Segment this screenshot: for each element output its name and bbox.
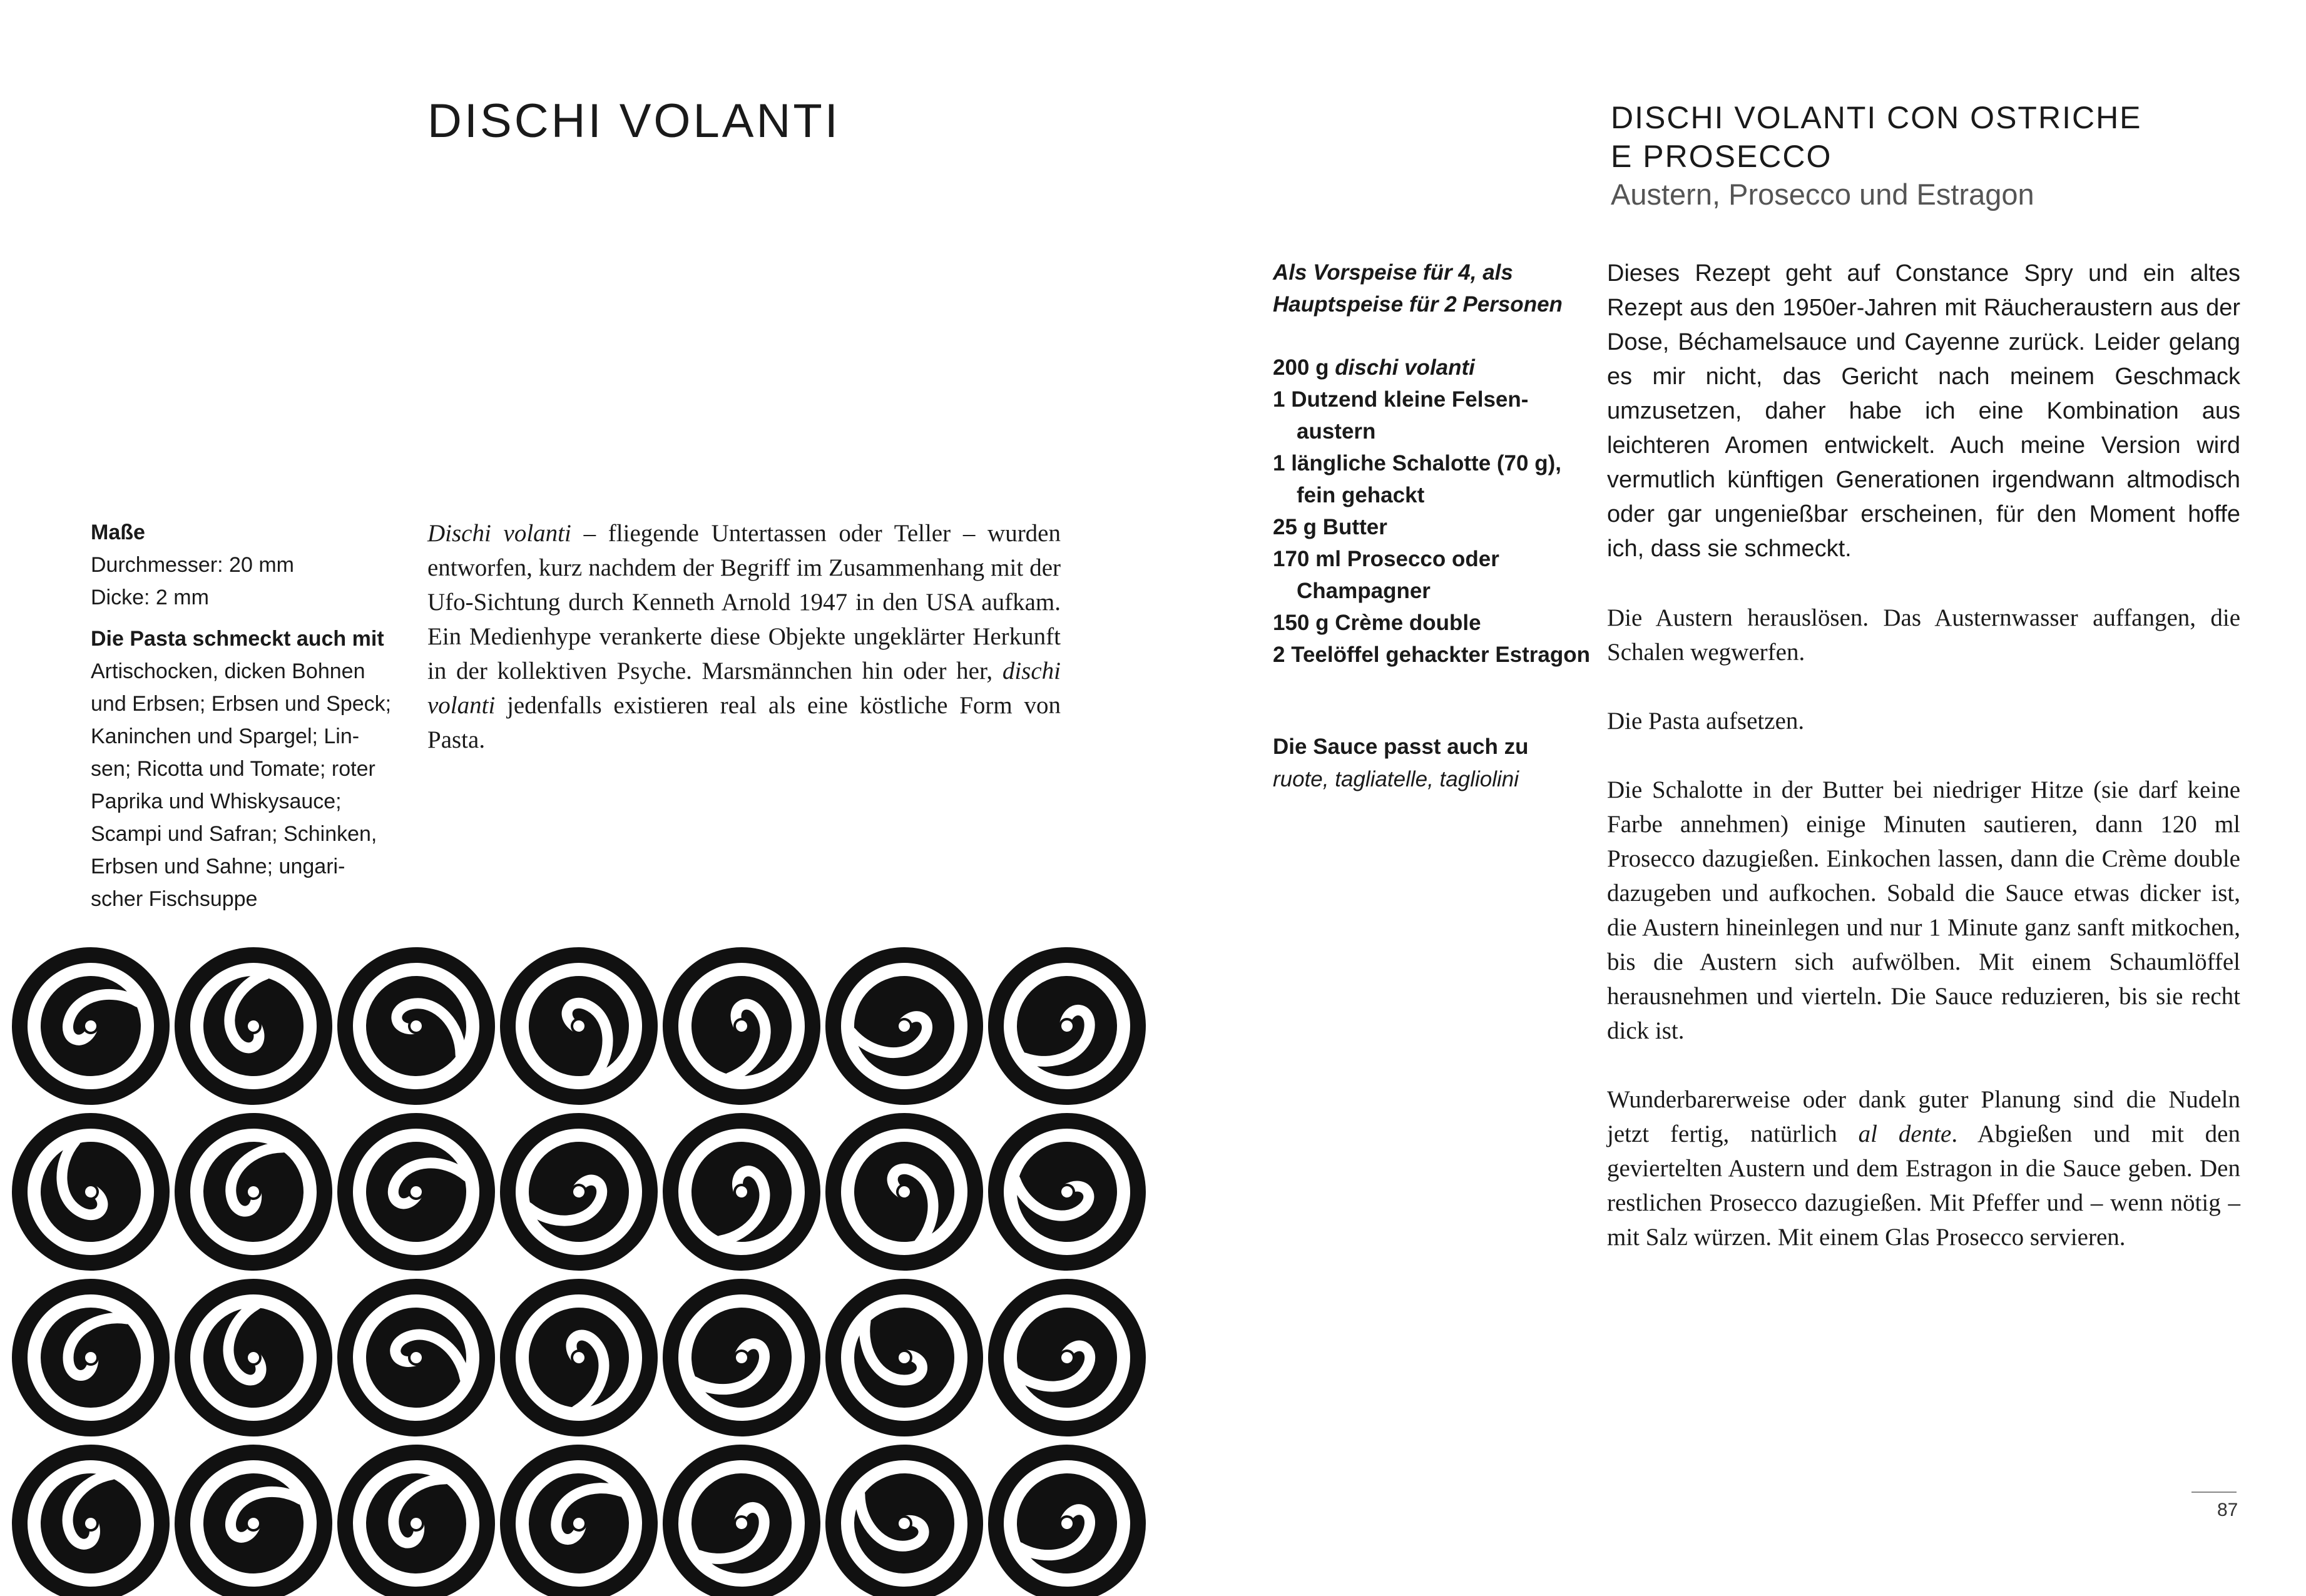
pasta-disc-icon bbox=[471, 1084, 686, 1299]
pasta-disc-icon bbox=[325, 935, 508, 1117]
pasta-disc-icon bbox=[966, 1423, 1168, 1596]
pasta-disc-icon bbox=[0, 932, 191, 1127]
pasta-disc-icon bbox=[325, 1432, 508, 1596]
recipe-servings: Als Vorspeise für 4, als Hauptspeise für 2 Personen bbox=[1273, 260, 1563, 317]
method-step: Wunderbarerweise oder dank guter Planung sind die Nudeln jetzt fertig, natürlich al dente. Abgießen und mit den geviertelten Austern und dem Estragon in die Sauce geben. Den restlichen Prosecco dazugießen. Mit Pfeffer und – wenn nötig – mit Salz würzen. Mit einem Glas Prosecco servieren. bbox=[1607, 1086, 2240, 1251]
pasta-disc-icon bbox=[467, 1246, 690, 1468]
sauce-pairings-heading: Die Sauce passt auch zu bbox=[1273, 734, 1529, 759]
method-step: Die Schalotte in der Butter bei niedriger Hitze (sie darf keine Farbe annehmen) einige Minuten sautieren, dann 120 ml Prosecco dazugießen. Einkochen lassen, dann die Crème double dazugeben und aufkochen. Sobald die Sauce etwas dicker ist, die Austern hineinlegen und nur 1 Minute ganz sanft mitkochen, bis die Austern sich aufwölben. Mit einem Schaumlöffel herausnehmen und vierteln. Die Sauce reduzieren, bis sie recht dick ist. bbox=[1607, 776, 2240, 1044]
pasta-disc-icon bbox=[315, 1257, 518, 1459]
pasta-disc-icon bbox=[641, 1257, 843, 1459]
measurement-diameter: Durchmesser: 20 mm bbox=[91, 553, 294, 577]
ingredient-item: 170 ml Prosecco oder Champagner bbox=[1273, 547, 1499, 603]
pasta-measurements bbox=[91, 516, 397, 915]
dischi-volanti-pasta-pattern-icon bbox=[0, 932, 1170, 1596]
recipe-method bbox=[1607, 257, 2240, 1289]
pasta-disc-icon bbox=[12, 1279, 170, 1436]
sauce-pairings-list: ruote, tagliatelle, tagliolini bbox=[1273, 767, 1519, 791]
ingredient-item: 1 Dutzend kleine Felsen-austern bbox=[1273, 387, 1529, 444]
intro-lead: Dischi volanti bbox=[427, 520, 571, 547]
pasta-intro-paragraph bbox=[427, 516, 1061, 757]
ingredient-item: 200 g dischi volanti bbox=[1273, 355, 1475, 380]
intro-part1: – fliegende Untertassen oder Teller – wurden entworfen, kurz nachdem der Begriff im Zusammenhang mit der Ufo-Sichtung durch Kenneth Arnold 1947 in den USA aufkam. Ein Medienhype verankerte diese Objekte ungeklärter Herkunft in der kollektiven Psyche. Marsmännchen hin oder her, bbox=[427, 520, 1061, 684]
ingredient-item: 25 g Butter bbox=[1273, 515, 1387, 539]
recipe-subtitle: Austern, Prosecco und Estragon bbox=[1611, 178, 2034, 211]
pasta-disc-icon bbox=[487, 1432, 670, 1596]
page-number-rule bbox=[2191, 1492, 2237, 1493]
ingredient-item: 1 längliche Schalotte (70 g), fein gehackt bbox=[1273, 451, 1561, 507]
pasta-disc-icon bbox=[162, 1100, 345, 1283]
pasta-disc-icon bbox=[650, 1432, 833, 1596]
pasta-disc-icon bbox=[634, 932, 849, 1134]
left-page-title: DISCHI VOLANTI bbox=[427, 94, 840, 148]
pasta-disc-icon bbox=[813, 1432, 996, 1596]
ingredient-list bbox=[1273, 352, 1598, 671]
pairings-heading: Die Pasta schmeckt auch mit bbox=[91, 627, 384, 651]
pasta-disc-icon bbox=[309, 1084, 524, 1299]
intro-italic: dischi volanti bbox=[427, 658, 1061, 719]
intro-part2: jedenfalls existieren real als eine köstliche Form von Pasta. bbox=[427, 692, 1061, 753]
pasta-disc-icon bbox=[825, 1279, 983, 1436]
pasta-disc-icon bbox=[797, 1084, 1012, 1299]
pasta-disc-icon bbox=[142, 1246, 364, 1468]
recipe-intro-paragraph: Dieses Rezept geht auf Constance Spry und ein altes Rezept aus den 1950er-Jahren mit Räucheraustern aus der Dose, Béchamelsauce und Cayenne zurück. Leider gelang es mir nicht, das Gericht nach meinem Geschmack umzusetzen, daher habe ich eine Kombination aus leichteren Aromen entwickelt. Auch meine Version wird vermutlich künftigen Generationen irgendwann altmodisch oder gar ungenießbar erscheinen, für den Moment hoffe ich, dass sie schmeckt. bbox=[1607, 260, 2240, 562]
ingredient-item: 2 Teelöffel gehackter Estragon bbox=[1273, 643, 1591, 667]
page-number: 87 bbox=[2217, 1500, 2238, 1520]
method-step: Die Austern herauslösen. Das Austernwasser auffangen, die Schalen wegwerfen. bbox=[1607, 604, 2240, 666]
pasta-disc-icon bbox=[959, 1250, 1170, 1465]
ingredient-item: 150 g Crème double bbox=[1273, 611, 1481, 635]
pasta-disc-icon bbox=[471, 932, 686, 1134]
pasta-disc-icon bbox=[641, 1091, 843, 1293]
pasta-disc-icon bbox=[976, 935, 1158, 1117]
measurements-heading: Maße bbox=[91, 521, 145, 544]
pasta-disc-icon bbox=[793, 932, 1015, 1137]
pairings-text: Artischocken, dicken Bohnen und Erbsen; Erbsen und Speck; Kaninchen und Spargel; Lin- sen; Ricotta und Tomate; roter Paprika und Whiskysauce; Scampi und Safran; Schinken, Erbsen und Sahne; ungari- scher Fischsuppe bbox=[91, 659, 392, 911]
pasta-disc-icon bbox=[153, 1423, 355, 1596]
pasta-disc-icon bbox=[0, 1423, 191, 1596]
measurement-thickness: Dicke: 2 mm bbox=[91, 586, 209, 609]
method-step: Die Pasta aufsetzen. bbox=[1607, 708, 1805, 734]
pasta-disc-icon bbox=[146, 932, 361, 1134]
recipe-title: DISCHI VOLANTI CON OSTRICHE E PROSECCO bbox=[1611, 100, 2142, 174]
pasta-disc-icon bbox=[0, 1084, 198, 1299]
pasta-disc-icon bbox=[959, 1084, 1170, 1299]
